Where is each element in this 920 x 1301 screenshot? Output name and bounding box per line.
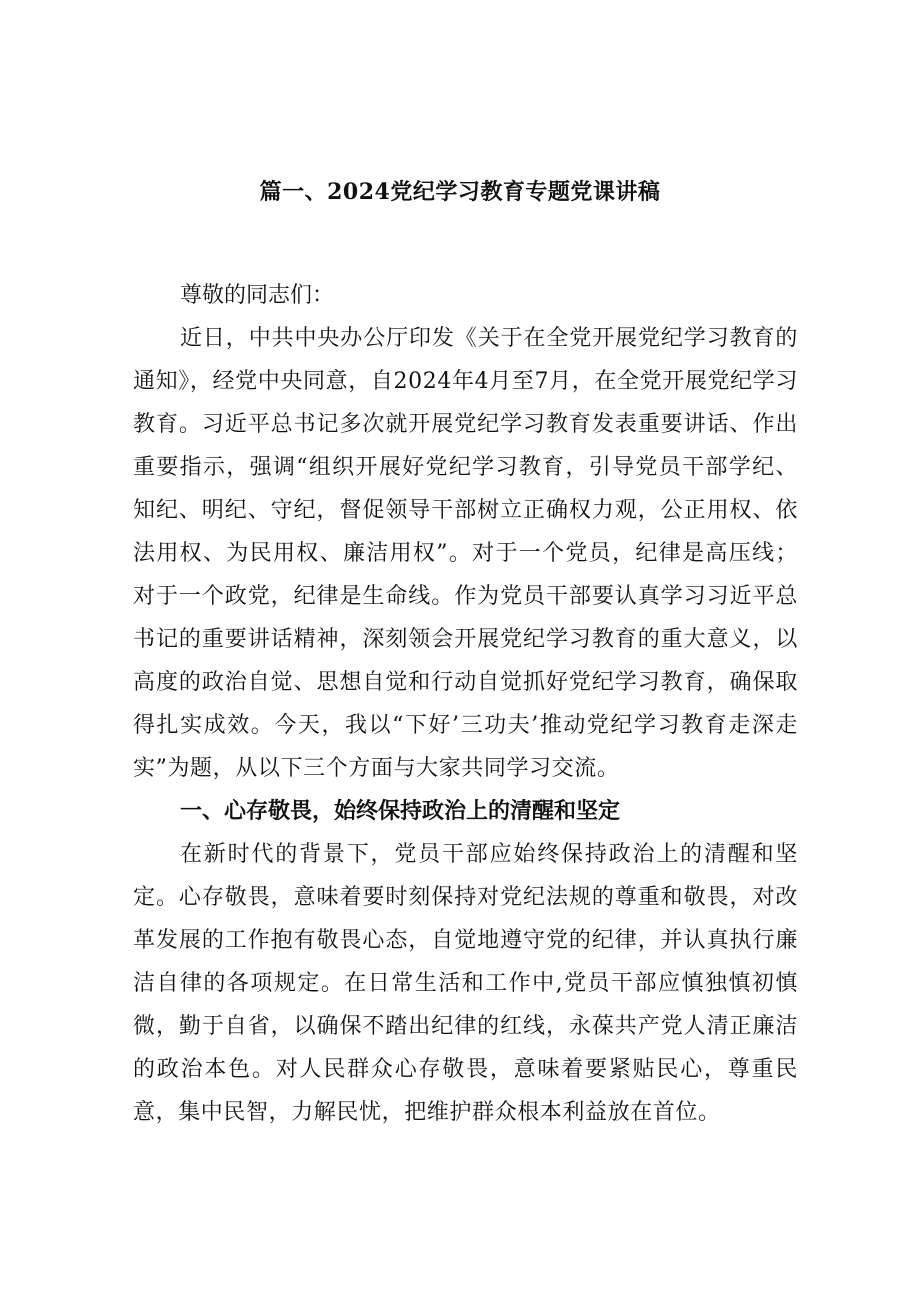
- salutation: 尊敬的同志们：: [180, 283, 335, 308]
- intro-paragraph: 近日，中共中央办公厅印发《关于在全党开展党纪学习教育的通知》，经党中央同意，自2024年4月至7月，在全党开展党纪学习教育。习近平总书记多次就开展党纪学习教育发表重要讲话、作出重要指示，强调“组织开展好党纪学习教育，引导党员干部学纪、知纪、明纪、守纪，督促领导干部树立正确权力观，公正用权、依法用权、为民用权、廉洁用权”。对于一个党员，纪律是高压线；对于一个政党，纪律是生命线。作为党员干部要认真学习习近平总书记的重要讲话精神，深刻领会开展党纪学习教育的重大意义，以高度的政治自觉、思想自觉和行动自觉抓好党纪学习教育，确保取得扎实成效。今天，我以“下好’三功夫’推动党纪学习教育走深走实”为题，从以下三个方面与大家共同学习交流。: [133, 326, 798, 781]
- document-title: 篇一、2024党纪学习教育专题党课讲稿: [259, 179, 661, 205]
- section-paragraph: 在新时代的背景下，党员干部应始终保持政治上的清醒和坚定。心存敬畏，意味着要时刻保持对党纪法规的尊重和敬畏，对改革发展的工作抱有敬畏心态，自觉地遵守党的纪律，并认真执行廉洁自律的各项规定。在日常生活和工作中,党员干部应慎独慎初慎微，勤于自省，以确保不踏出纪律的红线，永葆共产党人清正廉洁的政治本色。对人民群众心存敬畏，意味着要紧贴民心，尊重民意，集中民智，力解民忧，把维护群众根本利益放在首位。: [133, 842, 798, 1125]
- document-body: [133, 274, 798, 1134]
- section-heading: 一、心存敬畏，始终保持政治上的清醒和坚定: [180, 798, 621, 824]
